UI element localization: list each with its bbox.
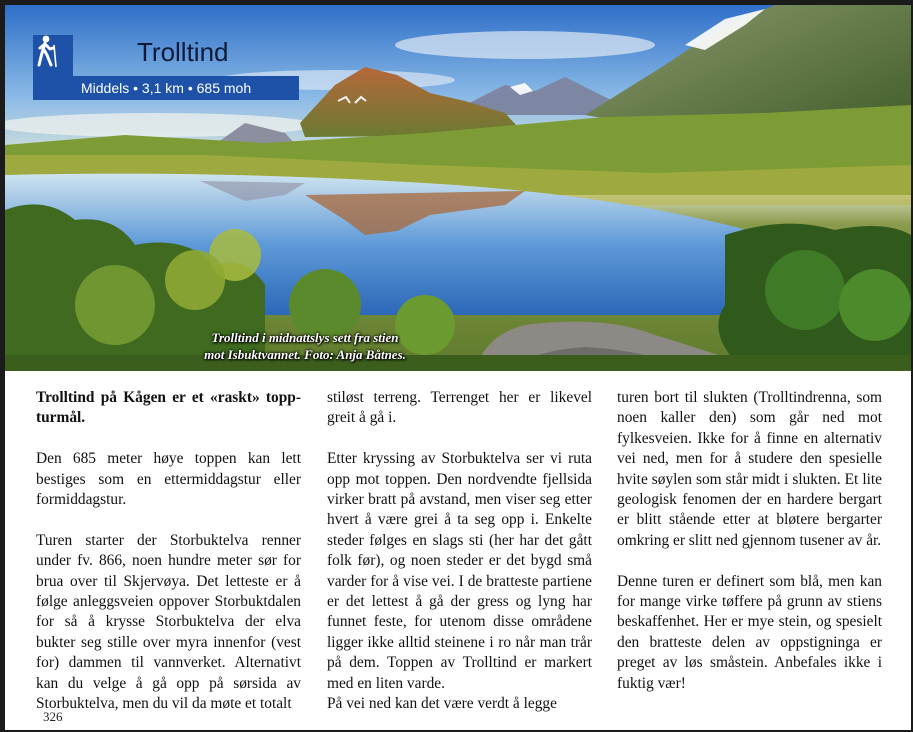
route-title: Trolltind — [137, 37, 229, 67]
route-header — [33, 35, 299, 99]
paragraph: Denne turen er definert som blå, men kan for mange virke tøffere på grunn av stiens beskaffenhet. Her er mye stein, og spesielt den bratteste delen av oppstigninga er preget av løs småstein. Anbefales ikke i fuktig vær! — [617, 572, 882, 692]
paragraph: Den 685 meter høye toppen kan lett bestiges som en ettermiddagstur eller formiddagstur. — [36, 450, 301, 509]
lead-paragraph: Trolltind på Kågen er et «raskt» toppturmål. — [36, 389, 301, 427]
hiker-icon-glyph — [33, 35, 59, 69]
text-column-2 — [327, 388, 592, 714]
hero-photo — [5, 5, 911, 371]
route-stats: Middels • 3,1 km • 685 moh — [33, 76, 299, 100]
page-number: 326 — [43, 709, 63, 724]
hiker-icon — [33, 35, 73, 77]
paragraph: stiløst terreng. Terrenget her er likevel greit å gå i. — [327, 389, 592, 427]
caption-line-1: Trolltind i midnattslys sett fra stien — [211, 330, 399, 345]
caption-line-2: mot Isbuktvannet. Foto: Anja Båtnes. — [204, 347, 406, 362]
photo-caption — [155, 329, 455, 363]
paragraph: På vei ned kan det være verdt å legge — [327, 695, 557, 713]
book-page — [5, 5, 911, 730]
paragraph: Etter kryssing av Storbuktelva ser vi ruta opp mot toppen. Den nordvendte fjellsida virker bratt på avstand, men viser seg etter hvert å være grei å ta seg opp i. Enkelte steder følges en slags sti (her har det gått folk før), og noen steder er det bygd små varder for å vise vei. I de bratteste partiene er det lettest å gå der gress og lyng har funnet feste, for utenom disse områdene ligger ikke alltid steinene i ro når man trår på dem. Toppen av Trolltind er markert med en liten varde. — [327, 450, 592, 692]
text-column-3 — [617, 388, 882, 694]
paragraph: Turen starter der Storbuktelva renner under fv. 866, noen hundre meter sør for brua over til Skjervøya. Det letteste er å følge anleggsveien oppover Storbuktdalen for så å krysse Storbuktelva der elva bukter seg stille over myra innenfor (vest for) dammen til vannverket. Alternativt kan du velge å gå opp på sørsida av Storbuktelva, men du vil da møte et totalt — [36, 531, 301, 713]
text-column-1 — [36, 388, 301, 714]
paragraph: turen bort til slukten (Trolltindrenna, som noen kaller den) som går ned mot fylkesveien. Ikke for å finne en alternativ vei ned, men for å studere den spesielle hvite søylen som står midt i slukten. Et lite geologisk fenomen der en hardere bergart er blitt stående etter at bløtere bergarter omkring er slitt ned gjennom tusener av år. — [617, 389, 882, 549]
